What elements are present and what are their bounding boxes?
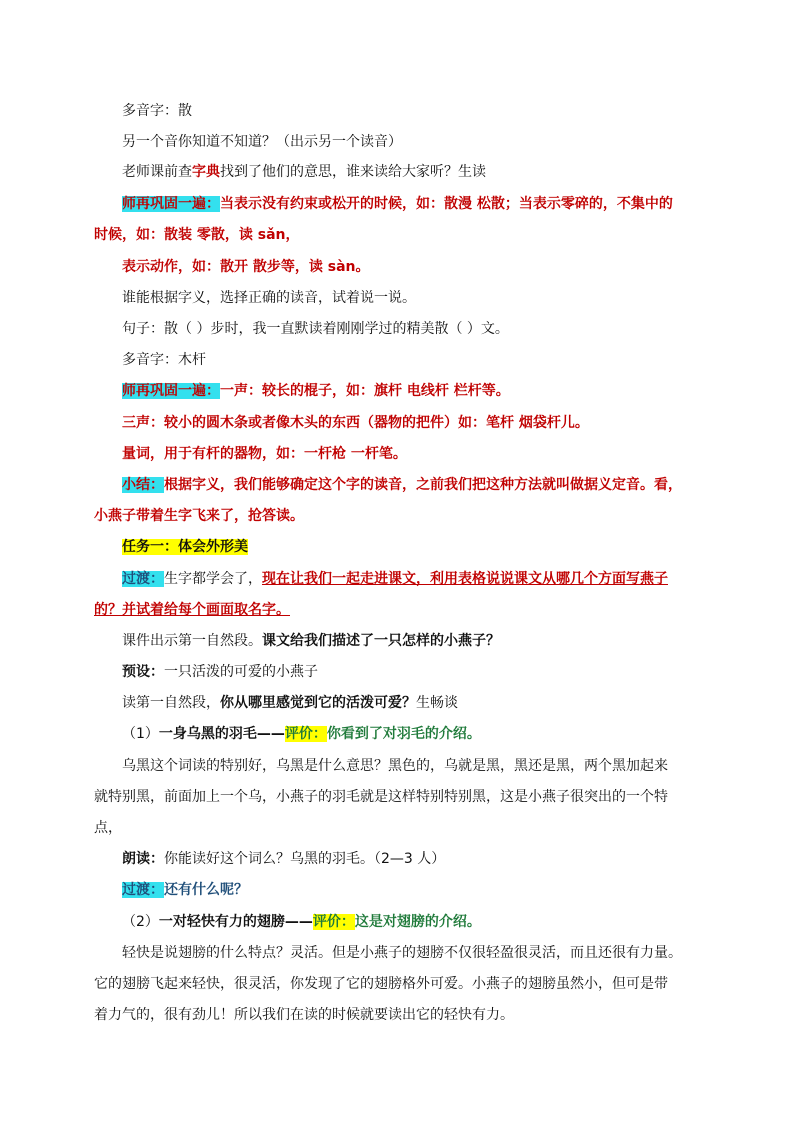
paragraph: 轻快是说翅膀的什么特点？灵活。但是小燕子的翅膀不仅很轻盈很灵活，而且还很有力量。 xyxy=(122,945,682,961)
paragraph: 的？并试着给每个画面取名字。 xyxy=(94,602,290,618)
paragraph: 小结：根据字义，我们能够确定这个字的读音，之前我们把这种方法就叫做据义定音。看， xyxy=(122,477,682,493)
paragraph: 量词，用于有杆的器物，如：一杆枪 一杆笔。 xyxy=(122,446,407,462)
paragraph: 另一个音你知道不知道？（出示另一个读音） xyxy=(122,134,402,150)
paragraph: 表示动作，如：散开 散步等，读 sàn。 xyxy=(122,259,370,275)
polyphone-san-heading: 多音字：散 xyxy=(122,103,192,119)
highlight-label: 过渡： xyxy=(122,882,164,898)
paragraph: 过渡：生字都学会了，现在让我们一起走进课文，利用表格说说课文从哪几个方面写燕子 xyxy=(122,571,668,587)
task-heading: 任务一：体会外形美 xyxy=(122,539,248,555)
paragraph: 师再巩固一遍：当表示没有约束或松开的时候，如：散漫 松散；当表示零碎的，不集中的 xyxy=(122,196,673,212)
highlight-label: 评价： xyxy=(284,726,327,742)
paragraph: 三声：较小的圆木条或者像木头的东西（器物的把件）如：笔杆 烟袋杆儿。 xyxy=(122,415,589,431)
paragraph: 句子：散（ ）步时，我一直默读着刚刚学过的精美散（ ）文。 xyxy=(122,321,509,337)
highlight-label: 师再巩固一遍： xyxy=(122,383,220,399)
paragraph: 师再巩固一遍：一声：较长的棍子，如：旗杆 电线杆 栏杆等。 xyxy=(122,383,510,399)
paragraph: 老师课前查字典找到了他们的意思，谁来读给大家听？生读 xyxy=(122,164,486,180)
highlight-label: 小结： xyxy=(122,477,164,493)
paragraph: （2）一对轻快有力的翅膀——评价：这是对翅膀的介绍。 xyxy=(122,914,481,930)
paragraph: 它的翅膀飞起来轻快，很灵活，你发现了它的翅膀格外可爱。小燕子的翅膀虽然小，但可是带 xyxy=(94,976,668,992)
paragraph: 就特别黑，前面加上一个乌，小燕子的羽毛就是这样特别特别黑，这是小燕子很突出的一个特 xyxy=(94,789,668,805)
highlight-label: 评价： xyxy=(312,914,355,930)
highlight-label: 过渡： xyxy=(122,571,164,587)
paragraph: 朗读：你能读好这个词么？乌黑的羽毛。（2—3 人） xyxy=(122,851,446,867)
paragraph: 着力气的，很有劲儿！所以我们在读的时候就要读出它的轻快有力。 xyxy=(94,1007,514,1023)
paragraph: 过渡：还有什么呢？ xyxy=(122,882,248,898)
paragraph: 乌黑这个词读的特别好，乌黑是什么意思？黑色的，乌就是黑，黑还是黑，两个黑加起来 xyxy=(122,758,668,774)
polyphone-gan-heading: 多音字：木杆 xyxy=(122,352,206,368)
paragraph: （1）一身乌黑的羽毛——评价：你看到了对羽毛的介绍。 xyxy=(122,726,481,742)
paragraph: 读第一自然段，你从哪里感觉到它的活泼可爱？生畅谈 xyxy=(122,695,458,711)
paragraph: 课件出示第一自然段。课文给我们描述了一只怎样的小燕子？ xyxy=(122,633,500,649)
highlight-label: 师再巩固一遍： xyxy=(122,196,220,212)
paragraph: 谁能根据字义，选择正确的读音，试着说一说。 xyxy=(122,290,416,306)
paragraph: 小燕子带着生字飞来了，抢答读。 xyxy=(94,508,304,524)
paragraph: 时候，如：散装 零散，读 sǎn， xyxy=(94,227,300,243)
paragraph: 点， xyxy=(94,820,122,836)
paragraph: 预设：一只活泼的可爱的小燕子 xyxy=(122,664,318,680)
